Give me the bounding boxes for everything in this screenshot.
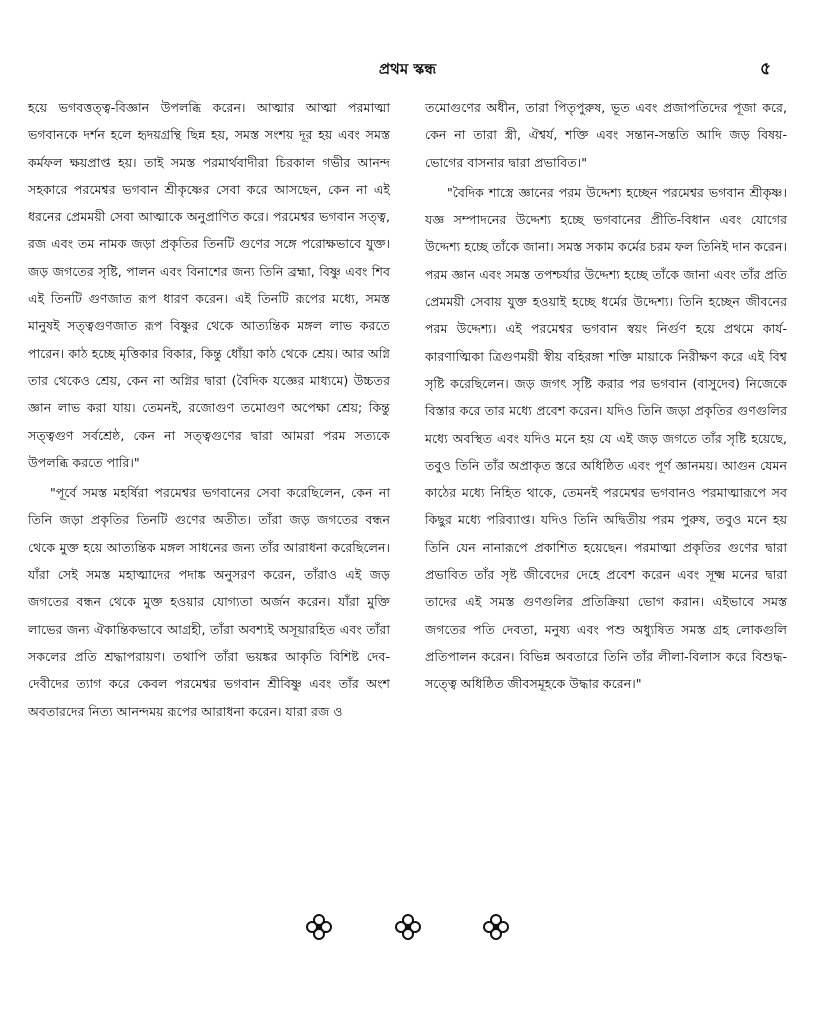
right-paragraph-2: "বৈদিক শাস্ত্রে জ্ঞানের পরম উদ্দেশ্য হচ্ছেন পরমেশ্বর ভগবান শ্রীকৃষ্ণ। যজ্ঞ সম্পাদনের উদ্দেশ্য হচ্ছে ভগবানের প্রীতি-বিধান এবং যোগের উদ্দেশ্য হচ্ছে তাঁকে জানা। সমস্ত সকাম কর্মের চরম ফল তিনিই দান করেন। পরম জ্ঞান এবং সমস্ত তপশ্চর্যার উদ্দেশ্য হচ্ছে তাঁকে জানা এবং তাঁর প্রতি প্রেমময়ী সেবায় যুক্ত হওয়াই হচ্ছে ধর্মের উদ্দেশ্য। তিনি হচ্ছেন জীবনের পরম উদ্দেশ্য। এই পরমেশ্বর ভগবান স্বয়ং নির্গুণ হয়ে প্রথমে কার্য-কারণাত্মিকা ত্রিগুণময়ী স্বীয় বহিরঙ্গা শক্তি মায়াকে নিরীক্ষণ করে এই বিশ্ব সৃষ্টি করেছিলেন। জড় জগৎ সৃষ্টি করার পর ভগবান (বাসুদেব) নিজেকে বিস্তার করে তার মধ্যে প্রবেশ করেন। যদিও তিনি জড়া প্রকৃতির গুণগুলির মধ্যে অবস্থিত এবং যদিও মনে হয় যে এই জড় জগতে তাঁর সৃষ্টি হয়েছে, তবুও তিনি তাঁর অপ্রাকৃত স্তরে অধিষ্ঠিত এবং পূর্ণ জ্ঞানময়। আগুন যেমন কাঠের মধ্যে নিহিত থাকে, তেমনই পরমেশ্বর ভগবানও পরমাত্মারূপে সব কিছুর মধ্যে পরিব্যাপ্ত। যদিও তিনি অদ্বিতীয় পরম পুরুষ, তবুও মনে হয় তিনি যেন নানারূপে প্রকাশিত হয়েছেন। পরমাত্মা প্রকৃতির গুণের দ্বারা প্রভাবিত তাঁর সৃষ্ট জীবেদের দেহে প্রবেশ করেন এবং সূক্ষ্ম মনের দ্বারা তাদের এই সমস্ত গুণগুলির প্রতিক্রিয়া ভোগ করান। এইভাবে সমস্ত জগতের পতি দেবতা, মনুষ্য এবং পশু অধ্যুষিত সমস্ত গ্রহ লোকগুলি প্রতিপালন করেন। বিভিন্ন অবতারে তিনি তাঁর লীলা-বিলাস করে বিশুদ্ধ-সত্ত্বে অধিষ্ঠিত জীবসমূহকে উদ্ধার করেন।" (425, 184, 787, 692)
flower-ornament-icon (393, 912, 423, 942)
chapter-title: প্রথম স্কন্ধ (378, 60, 437, 78)
left-paragraph-1: হয়ে ভগবত্তত্ত্ব-বিজ্ঞান উপলব্ধি করেন। আত্মার আত্মা পরমাত্মা ভগবানকে দর্শন হলে হৃদয়গ্রন্থি ছিন্ন হয়, সমস্ত সংশয় দূর হয় এবং সমস্ত কর্মফল ক্ষয়প্রাপ্ত হয়। তাই সমস্ত পরমার্থবাদীরা চিরকাল গভীর আনন্দ সহকারে পরমেশ্বর ভগবান শ্রীকৃষ্ণের সেবা করে আসছেন, কেন না এই ধরনের প্রেমময়ী সেবা আত্মাকে অনুপ্রাণিত করে। পরমেশ্বর ভগবান সত্ত্ব, রজ এবং তম নামক জড়া প্রকৃতির তিনটি গুণের সঙ্গে পরোক্ষভাবে যুক্ত। জড় জগতের সৃষ্টি, পালন এবং বিনাশের জন্য তিনি ব্রহ্মা, বিষ্ণু এবং শিব এই তিনটি গুণজাত রূপ ধারণ করেন। এই তিনটি রূপের মধ্যে, সমস্ত মানুষই সত্ত্বগুণজাত রূপ বিষ্ণুর থেকে আত্যন্তিক মঙ্গল লাভ করতে পারেন। কাঠ হচ্ছে মৃত্তিকার বিকার, কিন্তু ধোঁয়া কাঠ থেকে শ্রেয়। আর অগ্নি তার থেকেও শ্রেয়, কেন না অগ্নির দ্বারা (বৈদিক যজ্ঞের মাধ্যমে) উচ্চতর জ্ঞান লাভ করা যায়। তেমনই, রজোগুণ তমোগুণ অপেক্ষা শ্রেয়; কিন্তু সত্ত্বগুণ সর্বশ্রেষ্ঠ, কেন না সত্ত্বগুণের দ্বারা আমরা পরম সত্যকে উপলব্ধি করতে পারি।" (28, 100, 390, 470)
left-paragraph-2: "পূর্বে সমস্ত মহর্ষিরা পরমেশ্বর ভগবানের সেবা করেছিলেন, কেন না তিনি জড়া প্রকৃতির তিনটি গুণের অতীত। তাঁরা জড় জগতের বন্ধন থেকে মুক্ত হয়ে আত্যন্তিক মঙ্গল সাধনের জন্য তাঁর আরাধনা করেছিলেন। যাঁরা সেই সমস্ত মহাত্মাদের পদাঙ্ক অনুসরণ করেন, তাঁরাও এই জড় জগতের বন্ধন থেকে মুক্ত হওয়ার যোগ্যতা অর্জন করেন। যাঁরা মুক্তি লাভের জন্য ঐকান্তিকভাবে আগ্রহী, তাঁরা অবশ্যই অসূয়ারহিত এবং তাঁরা সকলের প্রতি শ্রদ্ধাপরায়ণ। তথাপি তাঁরা ভয়ঙ্কর আকৃতি বিশিষ্ট দেব-দেবীদের ত্যাগ করে কেবল পরমেশ্বর ভগবান শ্রীবিষ্ণু এবং তাঁর অংশ অবতারদের নিত্য আনন্দময় রূপের আরাধনা করেন। যারা রজ ও (28, 485, 390, 719)
page-number: ৫ (759, 59, 771, 79)
right-column (425, 94, 787, 698)
right-paragraph-1: তমোগুণের অধীন, তারা পিতৃপুরুষ, ভূত এবং প্রজাপতিদের পূজা করে, কেন না তারা স্ত্রী, ঐশ্বর্য, শক্তি এবং সন্তান-সন্ততি আদি জড় বিষয়-ভোগের বাসনার দ্বারা প্রভাবিত।" (425, 100, 787, 170)
ornament-row (0, 912, 815, 952)
running-head (0, 58, 815, 82)
flower-ornament-icon (481, 912, 511, 942)
flower-ornament-icon (304, 912, 334, 942)
left-column (28, 94, 390, 725)
